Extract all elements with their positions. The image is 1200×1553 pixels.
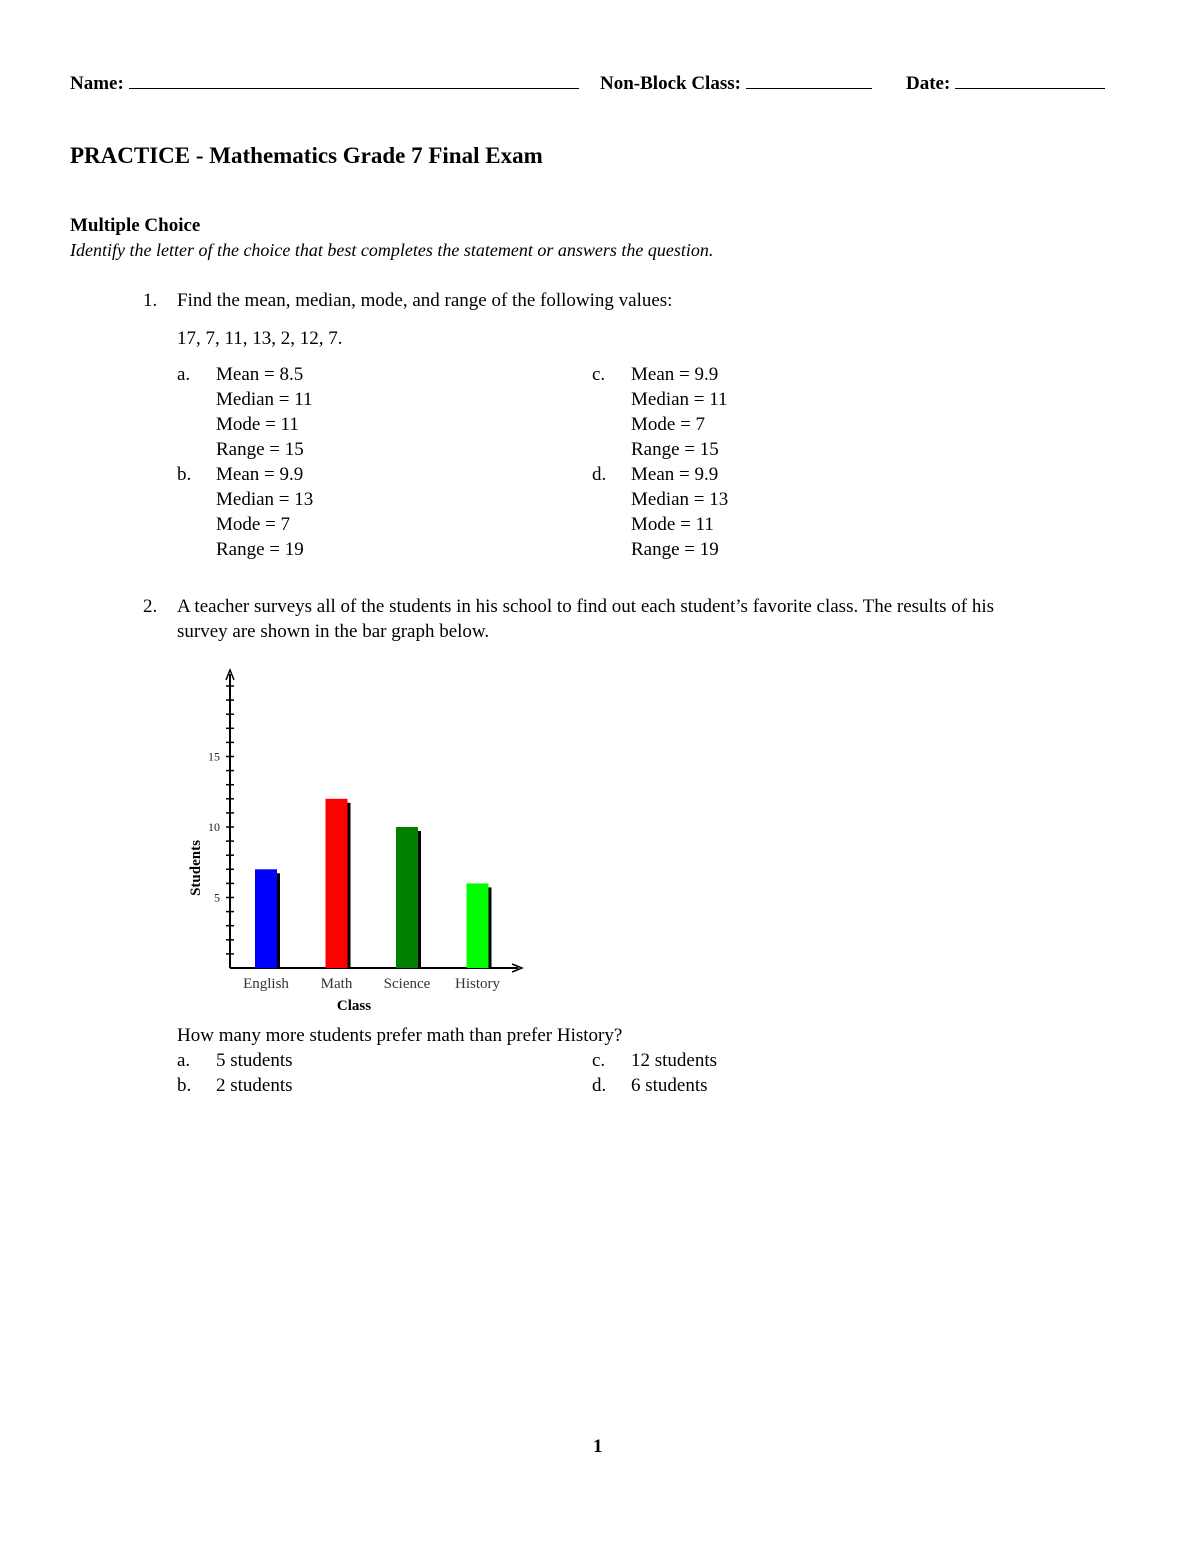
x-tick-label: Math — [320, 976, 353, 992]
option-text: 2 students — [216, 1075, 293, 1096]
option-letter: a. — [177, 364, 191, 385]
option-line: Range = 15 — [631, 439, 719, 460]
name-label: Name: — [70, 73, 124, 94]
option-line: Range = 19 — [216, 539, 304, 560]
option-letter: b. — [177, 1075, 192, 1096]
y-tick-label: 10 — [208, 820, 220, 834]
class-label: Non-Block Class: — [600, 73, 741, 94]
question-1-text: Find the mean, median, mode, and range of the following values: — [177, 290, 673, 311]
option-letter: d. — [592, 464, 607, 485]
option-line: Mean = 8.5 — [216, 364, 304, 385]
option-text: 5 students — [216, 1050, 293, 1071]
x-tick-label: History — [455, 976, 500, 992]
bar — [326, 799, 348, 968]
question-1-option-a[interactable] — [177, 362, 477, 462]
class-field — [600, 72, 872, 95]
bar — [467, 883, 489, 968]
option-line: Mode = 7 — [631, 414, 706, 435]
option-text: 12 students — [631, 1050, 718, 1071]
option-text: 6 students — [631, 1075, 708, 1096]
question-1-option-c[interactable] — [592, 362, 892, 462]
option-line: Median = 13 — [216, 489, 314, 510]
y-tick-label: 5 — [214, 890, 220, 905]
class-blank[interactable] — [746, 72, 872, 89]
question-2-text-line2: survey are shown in the bar graph below. — [177, 621, 490, 642]
x-axis-title: Class — [336, 998, 372, 1014]
option-line: Mode = 7 — [216, 514, 291, 535]
option-line: Mode = 11 — [631, 514, 714, 535]
option-letter: d. — [592, 1075, 607, 1096]
question-2-option-a[interactable] — [177, 1048, 477, 1073]
date-blank[interactable] — [955, 72, 1105, 89]
section-heading: Multiple Choice — [70, 215, 201, 236]
page-title: PRACTICE - Mathematics Grade 7 Final Exam — [70, 143, 543, 168]
question-2-option-d[interactable] — [592, 1073, 892, 1098]
option-line: Median = 13 — [631, 489, 729, 510]
option-letter: c. — [592, 1050, 606, 1071]
question-2-text-line1: A teacher surveys all of the students in his school to find out each student’s favorite class. The results of his — [177, 596, 995, 617]
option-line: Range = 19 — [631, 539, 719, 560]
question-2-option-b[interactable] — [177, 1073, 477, 1098]
y-axis-title: Students — [188, 840, 204, 896]
name-field — [70, 72, 579, 95]
section-instructions: Identify the letter of the choice that best completes the statement or answers the question. — [70, 240, 714, 260]
option-line: Mean = 9.9 — [216, 464, 304, 485]
option-line: Mean = 9.9 — [631, 364, 719, 385]
x-tick-label: English — [243, 976, 289, 992]
x-tick-label: Science — [383, 976, 431, 992]
question-2-prompt: How many more students prefer math than prefer History? — [177, 1025, 623, 1046]
option-letter: a. — [177, 1050, 191, 1071]
option-letter: b. — [177, 464, 192, 485]
y-tick-label: 15 — [208, 749, 220, 764]
chart-bars — [255, 799, 492, 968]
option-line: Mode = 11 — [216, 414, 299, 435]
date-field — [906, 72, 1105, 95]
date-label: Date: — [906, 73, 951, 94]
name-blank[interactable] — [129, 72, 579, 89]
bar — [396, 827, 418, 968]
question-1-values: 17, 7, 11, 13, 2, 12, 7. — [177, 328, 343, 349]
question-1-number: 1. — [143, 290, 158, 311]
option-line: Range = 15 — [216, 439, 304, 460]
question-1-option-d[interactable] — [592, 462, 892, 562]
option-line: Median = 11 — [631, 389, 728, 410]
page-number: 1 — [593, 1436, 603, 1457]
bar — [255, 869, 277, 968]
option-line: Median = 11 — [216, 389, 313, 410]
question-1-option-b[interactable] — [177, 462, 477, 562]
option-line: Mean = 9.9 — [631, 464, 719, 485]
option-letter: c. — [592, 364, 606, 385]
question-2-number: 2. — [143, 596, 158, 617]
question-2-option-c[interactable] — [592, 1048, 892, 1073]
bar-chart — [170, 660, 540, 1020]
